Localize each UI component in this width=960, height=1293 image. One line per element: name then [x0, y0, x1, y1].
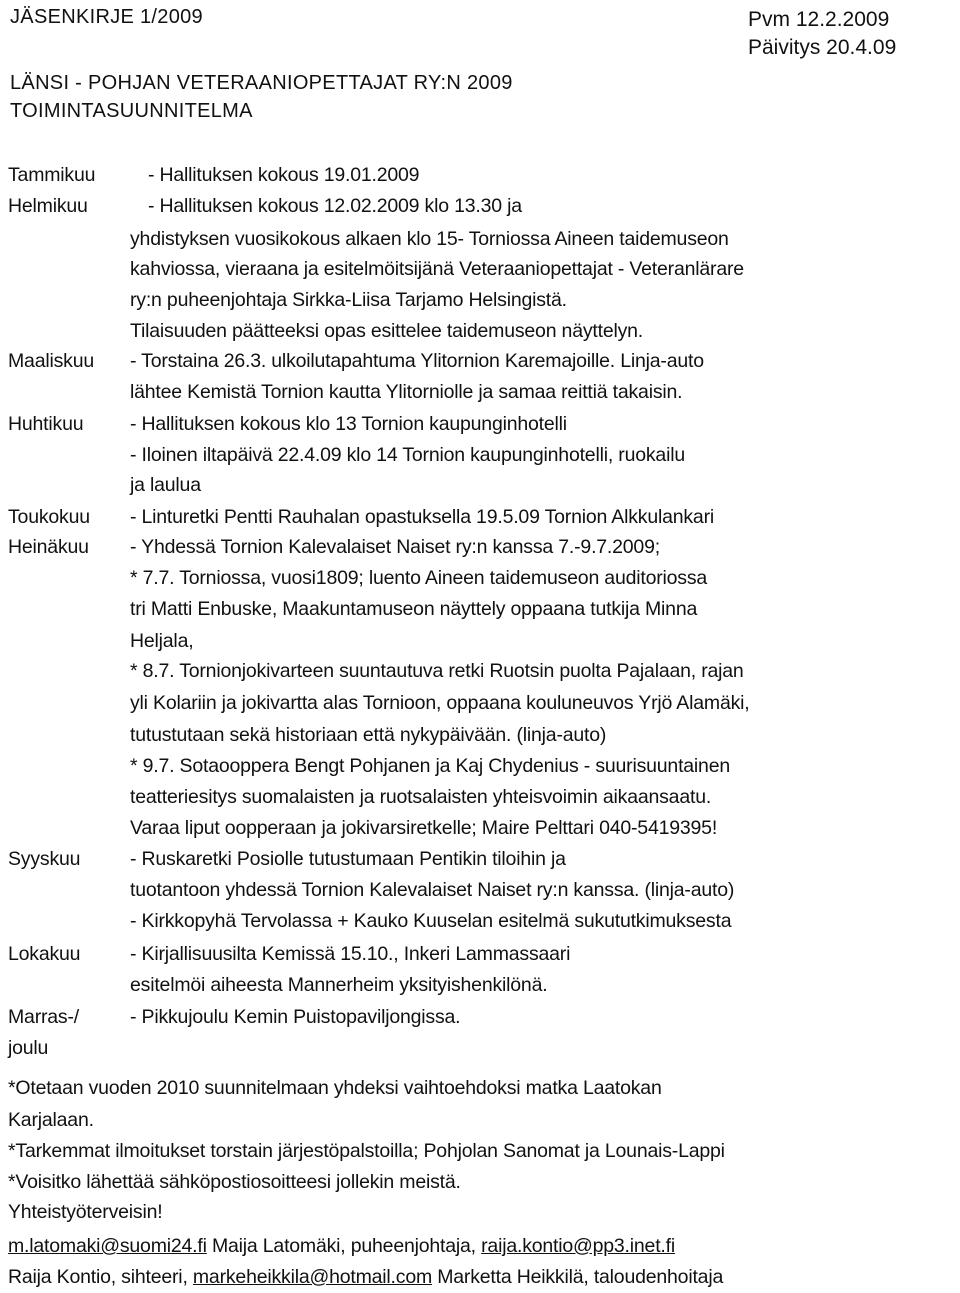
- note-line: *Otetaan vuoden 2010 suunnitelmaan yhdeksi vaihtoehdoksi matka Laatokan: [8, 1077, 662, 1099]
- month-label: Lokakuu: [8, 943, 81, 965]
- schedule-line: - Iloinen iltapäivä 22.4.09 klo 14 Tornion kaupunginhotelli, ruokailu: [130, 444, 685, 466]
- schedule-line: - Hallituksen kokous 19.01.2009: [148, 164, 420, 186]
- schedule-line: - Kirkkopyhä Tervolassa + Kauko Kuuselan esitelmä sukututkimuksesta: [130, 910, 732, 932]
- month-label: Heinäkuu: [8, 536, 89, 558]
- schedule-line: * 7.7. Torniossa, vuosi1809; luento Aineen taidemuseon auditoriossa: [130, 567, 708, 589]
- note-line: Karjalaan.: [8, 1109, 94, 1131]
- schedule-line: - Hallituksen kokous 12.02.2009 klo 13.30 ja: [148, 195, 522, 217]
- schedule-line: esitelmöi aiheesta Mannerheim yksityishenkilönä.: [130, 974, 548, 996]
- contact-person-secretary: Raija Kontio, sihteeri,: [8, 1266, 188, 1288]
- month-label: joulu: [8, 1037, 49, 1059]
- contact-line-2: [8, 1264, 723, 1290]
- month-label: Syyskuu: [8, 848, 81, 870]
- schedule-line: - Pikkujoulu Kemin Puistopaviljongissa.: [130, 1006, 461, 1028]
- schedule-line: teatteriesitys suomalaisten ja ruotsalaisten yhteisvoimin aikaansaatu.: [130, 786, 712, 808]
- schedule-line: kahviossa, vieraana ja esitelmöitsijänä Veteraaniopettajat - Veteranlärare: [130, 258, 744, 280]
- schedule-line: - Ruskaretki Posiolle tutustumaan Pentikin tiloihin ja: [130, 848, 566, 870]
- schedule-line: lähtee Kemistä Tornion kautta Ylitorniolle ja samaa reittiä takaisin.: [130, 381, 683, 403]
- letter-title: JÄSENKIRJE 1/2009: [10, 6, 203, 28]
- schedule-line: - Hallituksen kokous klo 13 Tornion kaupunginhotelli: [130, 413, 567, 435]
- schedule-line: tutustutaan sekä historiaan että nykypäivään. (linja-auto): [130, 724, 607, 746]
- note-line: *Voisitko lähettää sähköpostiosoitteesi jollekin meistä.: [8, 1171, 461, 1193]
- month-label: Tammikuu: [8, 164, 96, 186]
- schedule-line: - Kirjallisuusilta Kemissä 15.10., Inkeri Lammassaari: [130, 943, 571, 965]
- schedule-line: tuotantoon yhdessä Tornion Kalevalaiset Naiset ry:n kanssa. (linja-auto): [130, 879, 735, 901]
- schedule-line: - Linturetki Pentti Rauhalan opastuksella 19.5.09 Tornion Alkkulankari: [130, 506, 715, 528]
- email-link-kontio[interactable]: raija.kontio@pp3.inet.fi: [481, 1235, 675, 1257]
- schedule-line: Heljala,: [130, 630, 194, 652]
- note-line: *Tarkemmat ilmoitukset torstain järjestöpalstoilla; Pohjolan Sanomat ja Lounais-Lappi: [8, 1140, 725, 1162]
- schedule-line: yli Kolariin ja jokivartta alas Tornioon, oppaana kouluneuvos Yrjö Alamäki,: [130, 692, 750, 714]
- month-label: Huhtikuu: [8, 413, 84, 435]
- email-link-latomaki[interactable]: m.latomaki@suomi24.fi: [8, 1235, 207, 1257]
- schedule-line: ry:n puheenjohtaja Sirkka-Liisa Tarjamo Helsingistä.: [130, 289, 567, 311]
- schedule-line: - Torstaina 26.3. ulkoilutapahtuma Ylitornion Karemajoille. Linja-auto: [130, 350, 704, 372]
- contact-line-1: [8, 1233, 675, 1259]
- schedule-line: * 8.7. Tornionjokivarteen suuntautuva retki Ruotsin puolta Pajalaan, rajan: [130, 660, 744, 682]
- heading-line-2: TOIMINTASUUNNITELMA: [10, 100, 253, 122]
- schedule-line: tri Matti Enbuske, Maakuntamuseon näyttely oppaana tutkija Minna: [130, 598, 698, 620]
- email-link-heikkila[interactable]: markeheikkila@hotmail.com: [192, 1266, 433, 1288]
- schedule-line: * 9.7. Sotaooppera Bengt Pohjanen ja Kaj Chydenius - suurisuuntainen: [130, 755, 730, 777]
- contact-person-treasurer: Marketta Heikkilä, taloudenhoitaja: [437, 1266, 724, 1288]
- schedule-line: yhdistyksen vuosikokous alkaen klo 15- Torniossa Aineen taidemuseon: [130, 228, 729, 250]
- month-label: Marras-/: [8, 1006, 79, 1028]
- schedule-line: ja laulua: [130, 474, 201, 496]
- schedule-line: Tilaisuuden päätteeksi opas esittelee taidemuseon näyttelyn.: [130, 320, 644, 342]
- letter-updated-date: Päivitys 20.4.09: [748, 36, 897, 59]
- month-label: Toukokuu: [8, 506, 90, 528]
- heading-line-1: LÄNSI - POHJAN VETERAANIOPETTAJAT RY:N 2009: [10, 72, 513, 94]
- schedule-line: Varaa liput oopperaan ja jokivarsiretkelle; Maire Pelttari 040-5419395!: [130, 817, 718, 839]
- schedule-line: - Yhdessä Tornion Kalevalaiset Naiset ry:n kanssa 7.-9.7.2009;: [130, 536, 660, 558]
- month-label: Maaliskuu: [8, 350, 94, 372]
- letter-date: Pvm 12.2.2009: [748, 8, 890, 31]
- month-label: Helmikuu: [8, 195, 88, 217]
- closing-greeting: Yhteistyöterveisin!: [8, 1201, 163, 1223]
- contact-person-chair: Maija Latomäki, puheenjohtaja,: [211, 1235, 476, 1257]
